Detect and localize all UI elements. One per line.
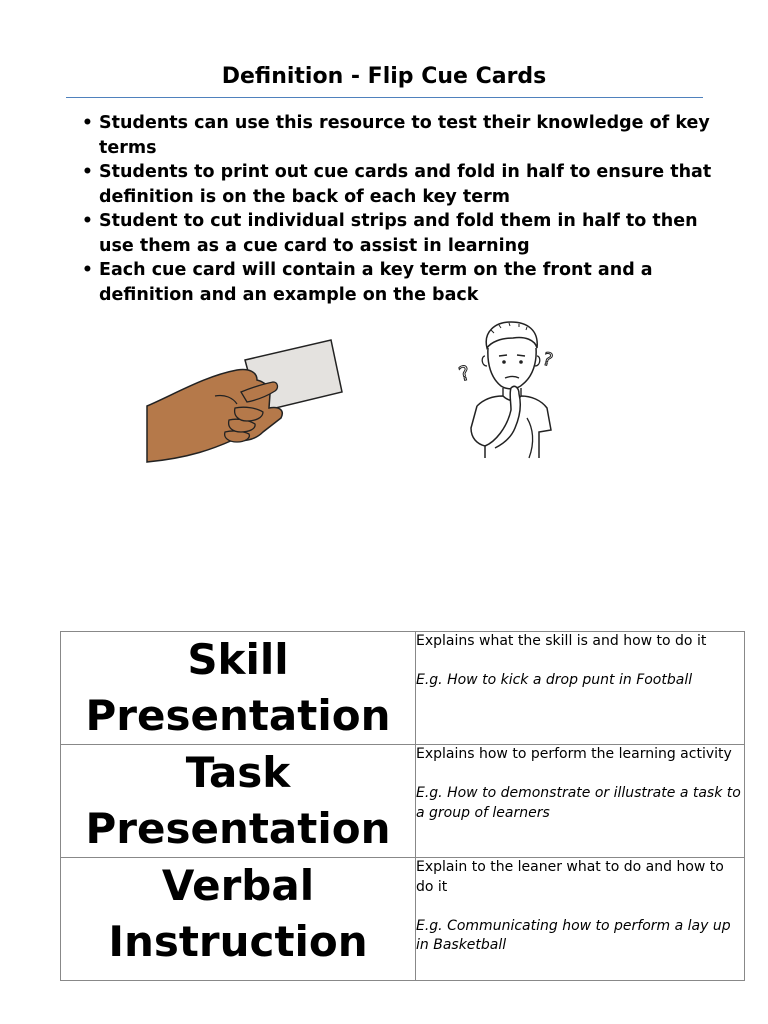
example-text: E.g. How to demonstrate or illustrate a task to a group of learners: [416, 785, 741, 821]
definition-cell: [416, 745, 745, 858]
list-item: [80, 160, 720, 209]
list-item-text: Student to cut individual strips and fold them in half to then use them as a cue card to assist in learning: [99, 211, 698, 256]
key-term: Verbal Instruction: [108, 861, 368, 966]
table-row: [61, 745, 745, 858]
bullet-icon: •: [82, 260, 93, 280]
list-item: [80, 209, 720, 258]
hand-holding-card-image: [145, 336, 350, 466]
list-item-text: Students can use this resource to test their knowledge of key terms: [99, 113, 710, 158]
svg-text:?: ?: [540, 348, 556, 372]
list-item-text: Students to print out cue cards and fold in half to ensure that definition is on the back of each key term: [99, 162, 712, 207]
definition-text: Explain to the leaner what to do and how to do it: [416, 859, 724, 895]
bullet-icon: •: [82, 211, 93, 231]
definition-cell: [416, 858, 745, 981]
definition-cell: [416, 632, 745, 745]
bullet-icon: •: [82, 162, 93, 182]
key-term-cell: [61, 632, 416, 745]
title-divider: [66, 97, 703, 98]
example-text: E.g. How to kick a drop punt in Football: [416, 672, 693, 688]
page-title: Definition - Flip Cue Cards: [221, 64, 547, 89]
list-item-text: Each cue card will contain a key term on the front and a definition and an example on the back: [99, 260, 653, 305]
table-row: [61, 858, 745, 981]
bullet-icon: •: [82, 113, 93, 133]
example-text: E.g. Communicating how to perform a lay up in Basketball: [416, 917, 731, 953]
thinking-boy-image: [455, 318, 570, 463]
list-item: [80, 111, 720, 160]
definition-text: Explains what the skill is and how to do it: [416, 633, 707, 649]
svg-text:?: ?: [456, 360, 473, 387]
table-row: [61, 632, 745, 745]
cue-card-table: [60, 631, 745, 981]
key-term: Task Presentation: [85, 748, 391, 853]
list-item: [80, 258, 720, 307]
instruction-list: [80, 111, 720, 307]
key-term-cell: [61, 745, 416, 858]
key-term: Skill Presentation: [85, 635, 391, 740]
definition-text: Explains how to perform the learning activity: [416, 746, 732, 762]
key-term-cell: [61, 858, 416, 981]
